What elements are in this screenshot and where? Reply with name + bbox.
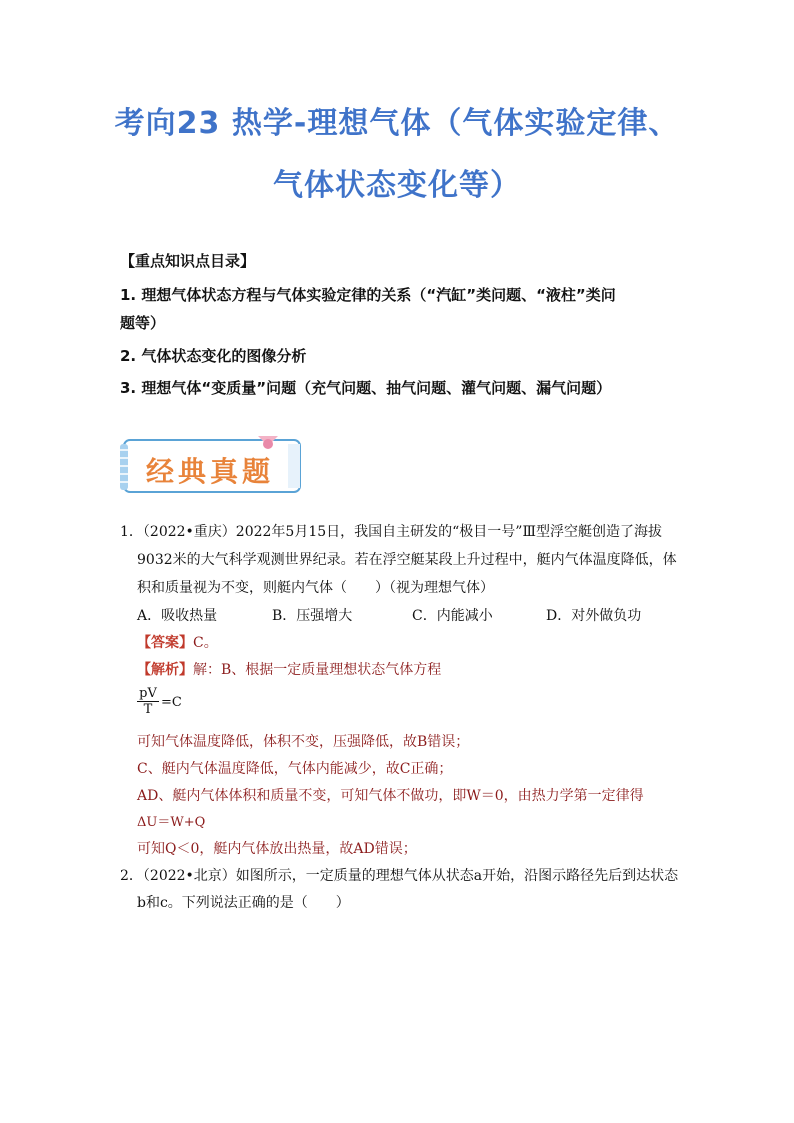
q2-line-2: b和c。下列说法正确的是（ ） [137, 895, 350, 911]
formula-denominator: T [143, 702, 153, 717]
section-banner [118, 436, 308, 498]
q1-option-c: C．内能减小 [412, 608, 493, 624]
q1-analysis [137, 660, 441, 680]
toc-item-1: 1. 理想气体状态方程与气体实验定律的关系（“汽缸”类问题、“液柱”类问 [120, 286, 616, 304]
analysis-tag: 【解析】 [137, 662, 193, 678]
q1-option-b: B．压强增大 [272, 608, 353, 624]
toc-item-1-cont: 题等） [120, 314, 166, 332]
toc-item-3: 3. 理想气体“变质量”问题（充气问题、抽气问题、灌气问题、漏气问题） [120, 379, 612, 397]
q1-answer [137, 633, 218, 653]
page-title-line-2: 气体状态变化等） [273, 168, 521, 203]
q1-line-1: 1．（2022•重庆）2022年5月15日，我国自主研发的“极目一号”Ⅲ型浮空艇创造了海拔 [120, 524, 662, 540]
q1-analysis-line-2: C、艇内气体温度降低，气体内能减少，故C正确； [137, 761, 453, 777]
q2-line-1: 2．（2022•北京）如图所示，一定质量的理想气体从状态a开始，沿图示路径先后到达状态 [120, 868, 679, 884]
page-title-line-1: 考向23 热学-理想气体（气体实验定律、 [114, 106, 680, 141]
q1-analysis-line-1: 可知气体温度降低，体积不变，压强降低，故B错误； [137, 734, 470, 750]
formula-rhs: =C [161, 695, 182, 710]
formula-pv-over-t [137, 686, 182, 717]
banner-text: 经典真题 [146, 455, 275, 488]
q1-analysis-line-5: 可知Q＜0，艇内气体放出热量，故AD错误； [137, 841, 417, 857]
q1-analysis-line-3: AD、艇内气体体积和质量不变，可知气体不做功，即W＝0，由热力学第一定律得 [137, 788, 644, 804]
answer-tag: 【答案】 [137, 635, 193, 651]
answer-value: C。 [193, 635, 218, 651]
q1-line-2: 9032米的大气科学观测世界纪录。若在浮空艇某段上升过程中，艇内气体温度降低，体 [137, 552, 677, 568]
q1-option-d: D．对外做负功 [546, 608, 642, 624]
toc-heading: 【重点知识点目录】 [120, 252, 256, 270]
q1-line-3: 积和质量视为不变，则艇内气体（ ）（视为理想气体） [137, 580, 494, 596]
analysis-intro: 解：B、根据一定质量理想状态气体方程 [193, 662, 442, 678]
toc-item-2: 2. 气体状态变化的图像分析 [120, 347, 307, 365]
q1-option-a: A．吸收热量 [137, 608, 218, 624]
q1-analysis-line-4: ΔU＝W+Q [137, 815, 206, 830]
formula-numerator: pV [139, 686, 157, 701]
